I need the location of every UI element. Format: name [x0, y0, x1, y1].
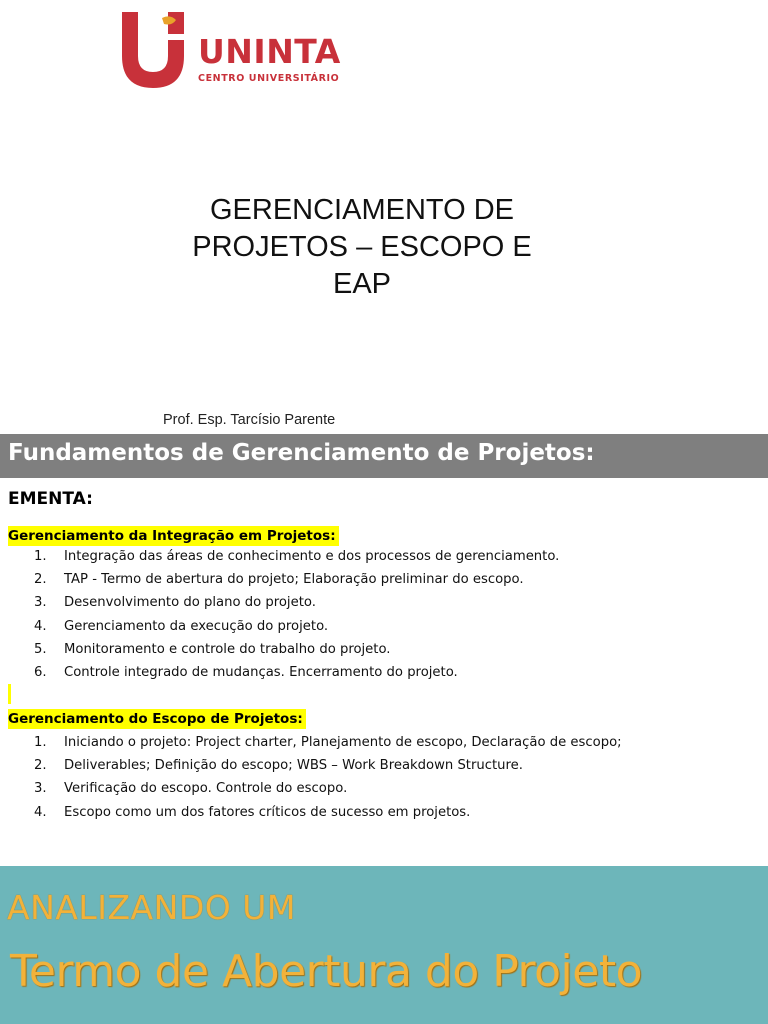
presentation-title	[150, 192, 574, 303]
title-line: EAP	[332, 268, 392, 300]
list-item-number: 4.	[34, 804, 47, 820]
uninta-u-icon	[118, 10, 188, 90]
list-item-number: 3.	[34, 781, 47, 797]
list-item	[34, 568, 559, 591]
title-slide	[0, 0, 768, 434]
slide3-title: Termo de Abertura do Projeto	[10, 946, 643, 997]
list-item-number: 3.	[34, 595, 47, 611]
list-item-text: Integração das áreas de conhecimento e dos processos de gerenciamento.	[64, 549, 560, 564]
list-item-text: Iniciando o projeto: Project charter, Planejamento de escopo, Declaração de escopo;	[64, 735, 622, 750]
uninta-logo	[118, 10, 358, 92]
highlight-mark	[8, 684, 11, 704]
list-item	[34, 545, 559, 568]
integration-list	[34, 545, 559, 684]
list-item	[34, 754, 622, 777]
list-item-text: Verificação do escopo. Controle do escopo.	[64, 781, 348, 797]
list-item	[34, 661, 559, 684]
section-integration-title: Gerenciamento da Integração em Projetos:	[8, 526, 339, 546]
list-item	[34, 615, 559, 638]
list-item-text: Deliverables; Definição do escopo; WBS – Work Breakdown Structure.	[64, 758, 523, 774]
list-item-number: 1.	[34, 549, 47, 564]
title-line: PROJETOS – ESCOPO E	[192, 231, 532, 263]
list-item-text: TAP - Termo de abertura do projeto; Elaboração preliminar do escopo.	[64, 572, 524, 588]
list-item-text: Escopo como um dos fatores críticos de sucesso em projetos.	[64, 804, 471, 820]
list-item	[34, 731, 622, 754]
list-item-text: Gerenciamento da execução do projeto.	[64, 618, 329, 634]
list-item-text: Controle integrado de mudanças. Encerramento do projeto.	[64, 665, 458, 681]
list-item-number: 2.	[34, 758, 47, 774]
list-item	[34, 777, 622, 800]
author-name: Prof. Esp. Tarcísio Parente	[163, 412, 336, 428]
list-item-number: 1.	[34, 735, 47, 750]
list-item	[34, 801, 622, 824]
slide-header-title: Fundamentos de Gerenciamento de Projetos:	[8, 440, 595, 466]
list-item-text: Monitoramento e controle do trabalho do projeto.	[64, 641, 391, 657]
logo-name: UNINTA	[198, 32, 341, 71]
slide3-subtitle: ANALIZANDO UM	[7, 888, 296, 927]
title-line: GERENCIAMENTO DE	[209, 194, 514, 226]
list-item-number: 4.	[34, 618, 47, 634]
tap-analysis-slide	[0, 866, 768, 1024]
list-item-number: 2.	[34, 572, 47, 588]
section-scope-title: Gerenciamento do Escopo de Projetos:	[8, 709, 306, 729]
scope-list	[34, 731, 622, 824]
list-item-text: Desenvolvimento do plano do projeto.	[64, 595, 316, 611]
list-item-number: 6.	[34, 665, 47, 681]
list-item	[34, 591, 559, 614]
slide-header-bar	[0, 434, 768, 478]
list-item	[34, 638, 559, 661]
logo-subtitle: CENTRO UNIVERSITÁRIO	[198, 73, 340, 84]
ementa-label: EMENTA:	[8, 489, 93, 509]
list-item-number: 5.	[34, 641, 47, 657]
syllabus-slide	[0, 434, 768, 866]
